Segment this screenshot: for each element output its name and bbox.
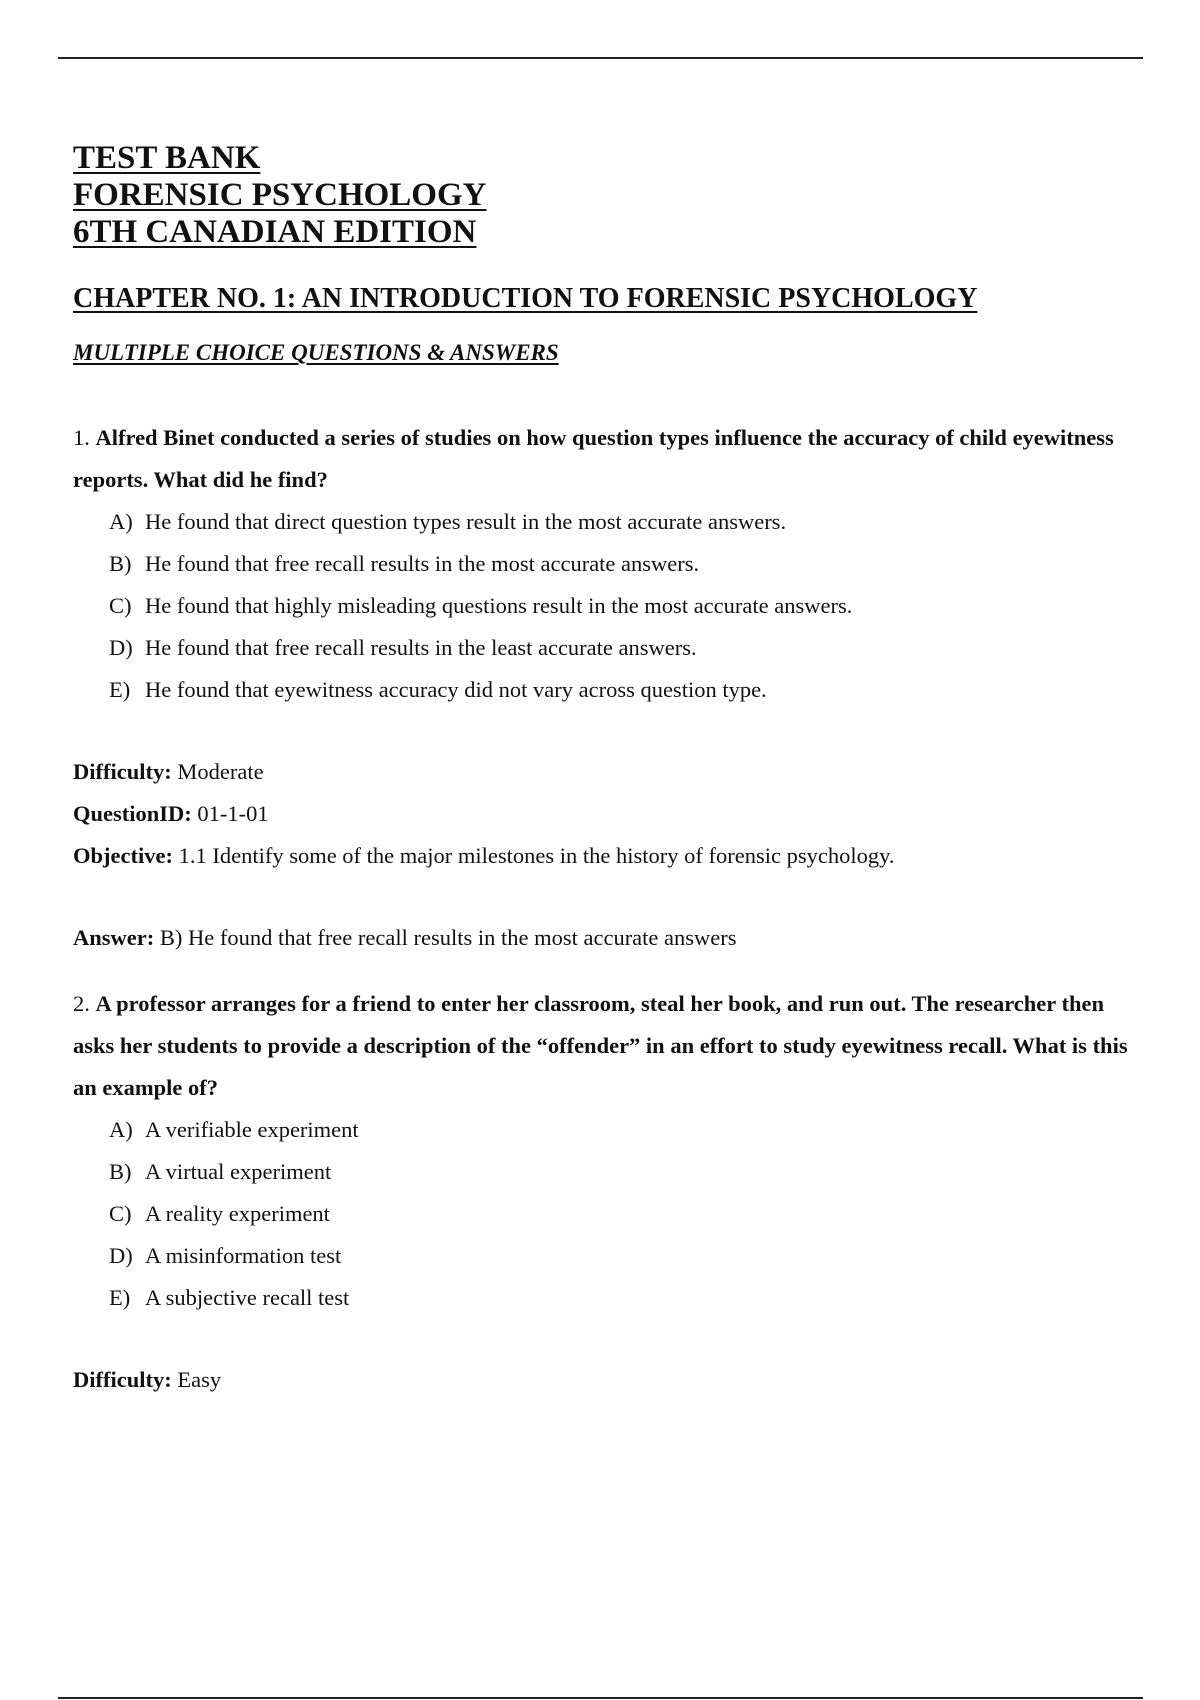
difficulty-line: Difficulty: Easy [73, 1367, 222, 1392]
answer-value: B) He found that free recall results in the most accurate answers [159, 925, 737, 950]
chapter-heading: CHAPTER NO. 1: AN INTRODUCTION TO FORENSIC PSYCHOLOGY [73, 283, 978, 314]
question-number: 1. [73, 425, 90, 450]
question-2-options [73, 1109, 1143, 1319]
answer-line: Answer: B) He found that free recall results in the most accurate answers [73, 925, 737, 950]
question-id-line: QuestionID: 01-1-01 [73, 801, 269, 826]
document-title [73, 140, 1143, 251]
section-heading: MULTIPLE CHOICE QUESTIONS & ANSWERS [73, 340, 559, 365]
question-1-metadata [73, 751, 1143, 877]
document-body [73, 140, 1143, 1401]
bottom-rule [58, 1697, 1143, 1699]
question-id-value: 01-1-01 [197, 801, 269, 826]
question-2-metadata [73, 1359, 1143, 1401]
option-a: A) A verifiable experiment [109, 1117, 359, 1142]
top-rule [58, 57, 1143, 59]
difficulty-value: Easy [177, 1367, 222, 1392]
option-b: B) A virtual experiment [109, 1159, 332, 1184]
question-text: A professor arranges for a friend to enter her classroom, steal her book, and run out. The researcher then asks her students to provide a description of the “offender” in an effort to study eyewitness recall. What is this an example of? [73, 991, 1128, 1100]
question-2 [73, 983, 1143, 1109]
objective-value: 1.1 Identify some of the major milestones in the history of forensic psychology. [178, 843, 895, 868]
difficulty-line: Difficulty: Moderate [73, 759, 264, 784]
question-text: Alfred Binet conducted a series of studies on how question types influence the accuracy of child eyewitness reports. What did he find? [73, 425, 1114, 492]
option-c: C) He found that highly misleading questions result in the most accurate answers. [109, 593, 853, 618]
option-d: D) A misinformation test [109, 1243, 342, 1268]
option-c: C) A reality experiment [109, 1201, 330, 1226]
question-number: 2. [73, 991, 90, 1016]
question-1 [73, 417, 1143, 501]
objective-line: Objective: 1.1 Identify some of the major milestones in the history of forensic psychology. [73, 843, 895, 868]
difficulty-value: Moderate [177, 759, 264, 784]
option-a: A) He found that direct question types result in the most accurate answers. [109, 509, 787, 534]
option-d: D) He found that free recall results in the least accurate answers. [109, 635, 697, 660]
option-e: E) A subjective recall test [109, 1285, 350, 1310]
option-b: B) He found that free recall results in the most accurate answers. [109, 551, 700, 576]
title-line-1: TEST BANK [73, 140, 261, 176]
title-line-3: 6TH CANADIAN EDITION [73, 214, 477, 250]
option-e: E) He found that eyewitness accuracy did not vary across question type. [109, 677, 767, 702]
title-line-2: FORENSIC PSYCHOLOGY [73, 177, 487, 213]
question-1-options [73, 501, 1143, 711]
